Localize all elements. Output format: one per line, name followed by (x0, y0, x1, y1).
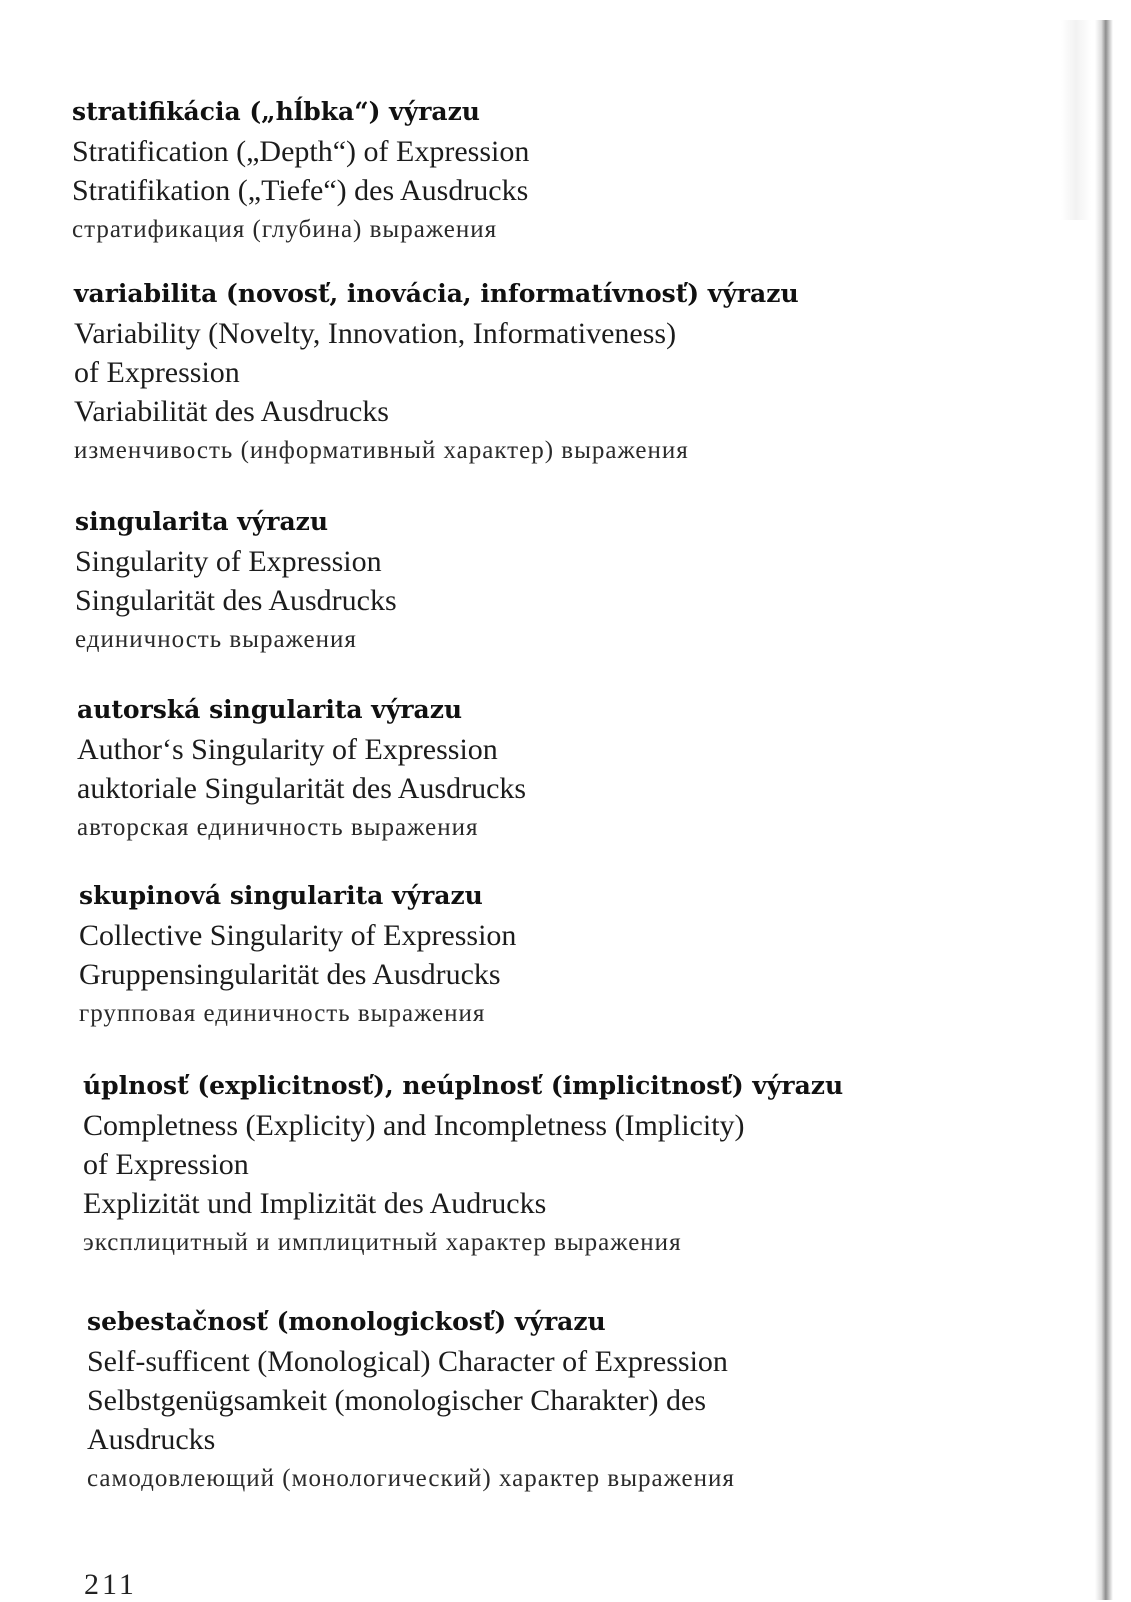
entry-german: Explizität und Implizität des Audrucks (83, 1187, 547, 1220)
entry-english: Singularity of Expression (75, 545, 382, 578)
entry-author-singularity (77, 690, 977, 847)
entry-english: Stratification („Depth“) of Expression (72, 135, 530, 168)
entry-english: Collective Singularity of Expression (79, 919, 517, 952)
entry-english: Self-sufficent (Monological) Character of Expression (87, 1345, 728, 1378)
entry-german: Gruppensingularität des Ausdrucks (79, 958, 501, 991)
entry-german: auktoriale Singularität des Ausdrucks (77, 772, 527, 805)
entry-completeness (83, 1066, 983, 1262)
entry-russian: групповая единичность выражения (79, 1000, 486, 1027)
entry-german: Selbstgenügsamkeit (monologischer Charakter) des (87, 1384, 707, 1417)
entry-english: Author‘s Singularity of Expression (77, 733, 498, 766)
entry-self-sufficiency (87, 1302, 987, 1498)
entry-term: úplnosť (explicitnosť), neúplnosť (implicitnosť) výrazu (83, 1071, 844, 1100)
entry-german: Stratifikation („Tiefe“) des Ausdrucks (72, 174, 529, 207)
entry-english: Variability (Novelty, Innovation, Informativeness) (74, 317, 677, 350)
entry-stratification (72, 92, 972, 249)
entry-russian: эксплицитный и имплицитный характер выражения (83, 1229, 682, 1256)
entry-term: singularita výrazu (75, 507, 329, 536)
entry-english: Completness (Explicity) and Incompletness (Implicity) (83, 1109, 745, 1142)
entry-term: stratifikácia („hĺbka“) výrazu (72, 97, 480, 126)
entry-singularity (75, 502, 975, 659)
entry-english-continued: of Expression (74, 356, 240, 389)
entry-russian: авторская единичность выражения (77, 814, 479, 841)
scan-edge-shadow (1095, 20, 1113, 1600)
entry-russian: самодовлеющий (монологический) характер выражения (87, 1465, 735, 1492)
entry-term: autorská singularita výrazu (77, 695, 463, 724)
scan-shadow-top (1061, 20, 1091, 220)
entry-german: Singularität des Ausdrucks (75, 584, 397, 617)
entry-german: Variabilität des Ausdrucks (74, 395, 389, 428)
entry-russian: единичность выражения (75, 626, 357, 653)
entry-english-continued: of Expression (83, 1148, 249, 1181)
page-number: 211 (84, 1568, 137, 1601)
entry-russian: изменчивость (информативный характер) выражения (74, 437, 689, 464)
entry-german-continued: Ausdrucks (87, 1423, 216, 1456)
entry-collective-singularity (79, 876, 979, 1033)
entry-term: sebestačnosť (monologickosť) výrazu (87, 1307, 606, 1336)
entry-term: variabilita (novosť, inovácia, informatívnosť) výrazu (74, 279, 799, 308)
entry-term: skupinová singularita výrazu (79, 881, 483, 910)
entry-variability (74, 274, 974, 470)
entry-russian: стратификация (глубина) выражения (72, 216, 498, 243)
